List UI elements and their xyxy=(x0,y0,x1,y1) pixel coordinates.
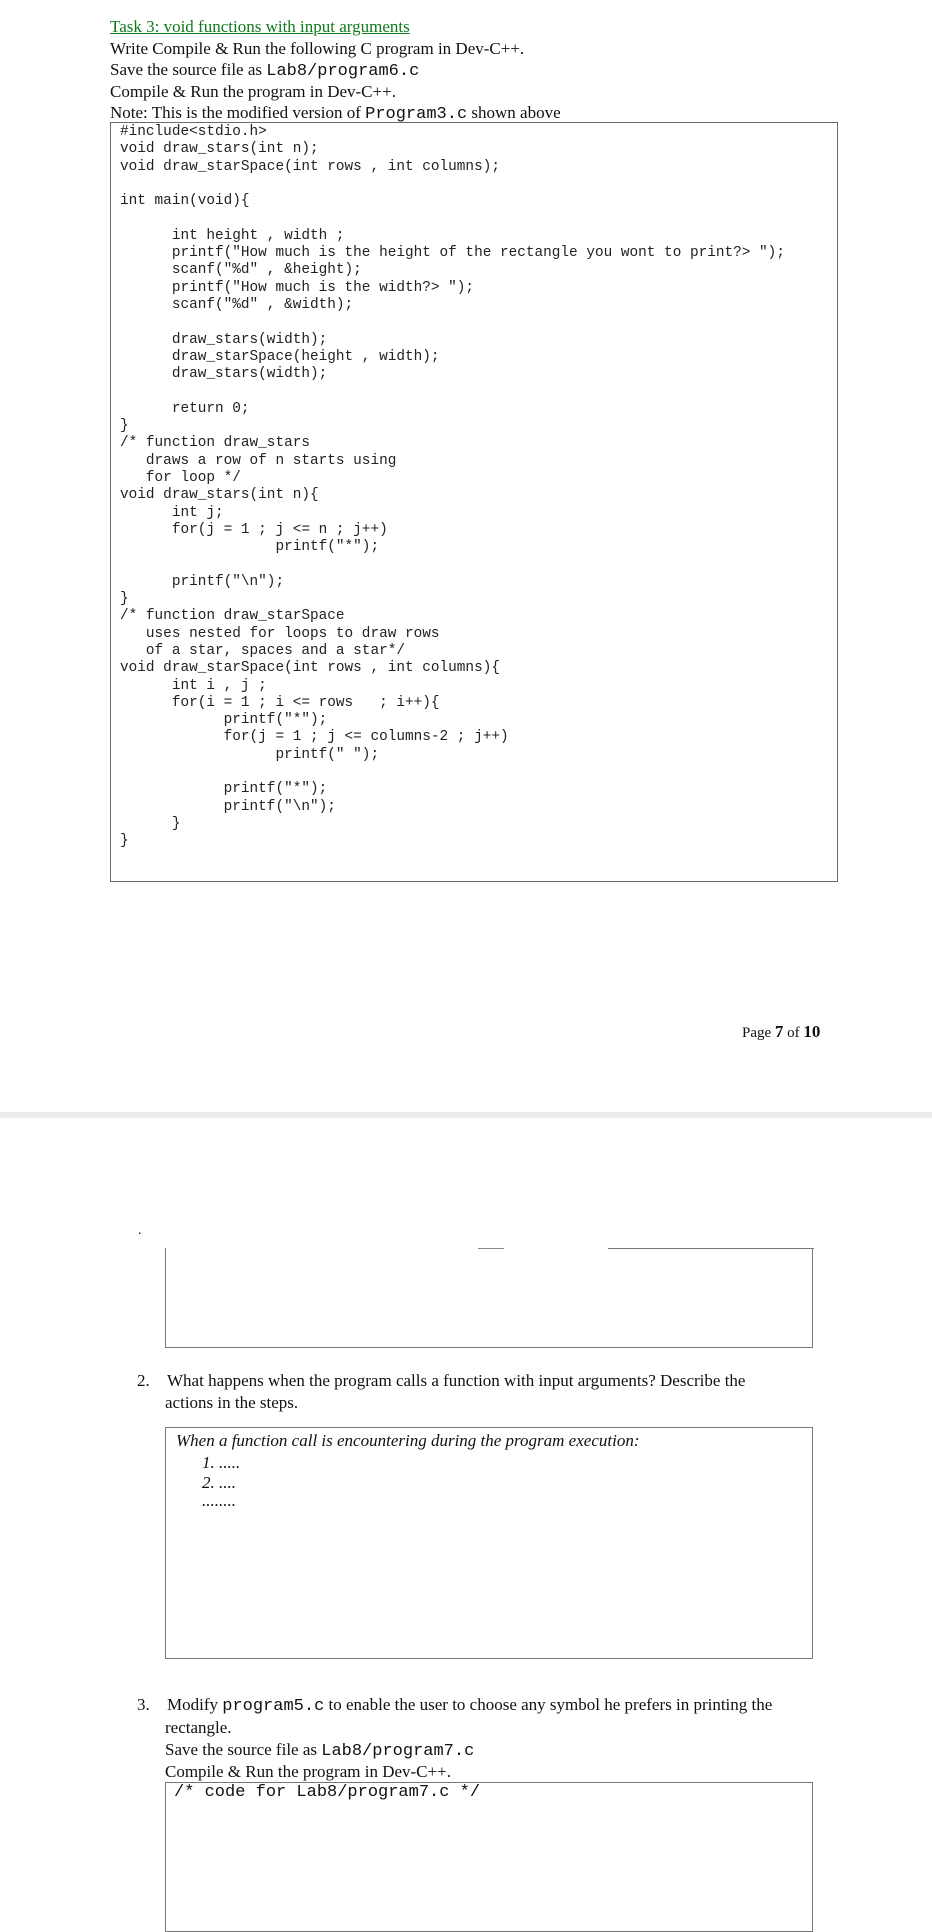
page-current: 7 xyxy=(774,1022,784,1041)
note-suffix: shown above xyxy=(467,103,561,122)
page-label: Page xyxy=(742,1025,772,1041)
code-listing-box xyxy=(110,122,838,882)
stray-dot: . xyxy=(138,1223,142,1238)
question-3-compile: Compile & Run the program in Dev-C++. xyxy=(165,1762,451,1781)
save-prefix: Save the source file as xyxy=(110,60,267,79)
q3-code-comment: /* code for Lab8/program7.c */ xyxy=(174,1783,481,1802)
instruction-save-file xyxy=(110,59,419,82)
answer-box-q1[interactable] xyxy=(165,1248,813,1348)
page-separator xyxy=(0,1112,932,1118)
question-3 xyxy=(137,1694,772,1717)
q2-step-1: 1. ..... xyxy=(202,1453,241,1472)
question-3-text-line2: rectangle. xyxy=(165,1718,232,1737)
save-filename: Lab8/program6.c xyxy=(266,62,420,81)
page-of: of xyxy=(787,1025,800,1041)
q2-box-intro: When a function call is encountering during the program execution: xyxy=(176,1431,640,1450)
q2-dots: ........ xyxy=(202,1491,236,1510)
code-listing: #include<stdio.h> void draw_stars(int n); void draw_starSpace(int rows , int columns); int main(void){ int height , width ; printf("How much is the height of the rectangle you wont to print?> "); scanf("%d" , &height); printf("How much is the width?> "); scanf("%d" , &width); draw_stars(width); draw_starSpace(height , width); draw_stars(width); return 0; } /* function draw_stars draws a row of n starts using for loop */ void draw_stars(int n){ int j; for(j = 1 ; j <= n ; j++) printf("*"); printf("\n"); } /* function draw_starSpace uses nested for loops to draw rows of a star, spaces and a star*/ void draw_starSpace(int rows , int columns){ int i , j ; for(i = 1 ; i <= rows ; i++){ printf("*"); for(j = 1 ; j <= columns-2 ; j++) printf(" "); printf("*"); printf("\n"); } } xyxy=(120,124,785,850)
instruction-compile-run: Compile & Run the program in Dev-C++. xyxy=(110,82,396,101)
question-2-text-line1: What happens when the program calls a function with input arguments? Describe the xyxy=(167,1371,746,1390)
page-total: 10 xyxy=(803,1022,821,1041)
question-2 xyxy=(137,1370,745,1391)
question-2-text-line2: actions in the steps. xyxy=(165,1393,299,1412)
question-3-filename: program5.c xyxy=(222,1697,325,1716)
question-3-number: 3. xyxy=(137,1695,150,1714)
q3-save-prefix: Save the source file as xyxy=(165,1740,322,1759)
q3-save-filename: Lab8/program7.c xyxy=(321,1742,475,1761)
note-filename: Program3.c xyxy=(365,105,468,124)
question-3-prefix: Modify xyxy=(167,1695,223,1714)
task-title-text: Task 3: void functions with input arguments xyxy=(110,17,410,36)
page-number xyxy=(742,1021,820,1044)
question-3-save xyxy=(165,1739,474,1762)
answer-box-q2[interactable] xyxy=(165,1427,813,1659)
question-2-number: 2. xyxy=(137,1371,150,1390)
answer-box-q3[interactable] xyxy=(165,1782,813,1932)
q2-step-2: 2. .... xyxy=(202,1473,236,1492)
note-prefix: Note: This is the modified version of xyxy=(110,103,366,122)
task-title xyxy=(110,16,410,37)
answer-box-q1-top-edge xyxy=(608,1248,814,1249)
instruction-write-compile: Write Compile & Run the following C program in Dev-C++. xyxy=(110,39,525,58)
question-3-suffix: to enable the user to choose any symbol he prefers in printing the xyxy=(324,1695,773,1714)
